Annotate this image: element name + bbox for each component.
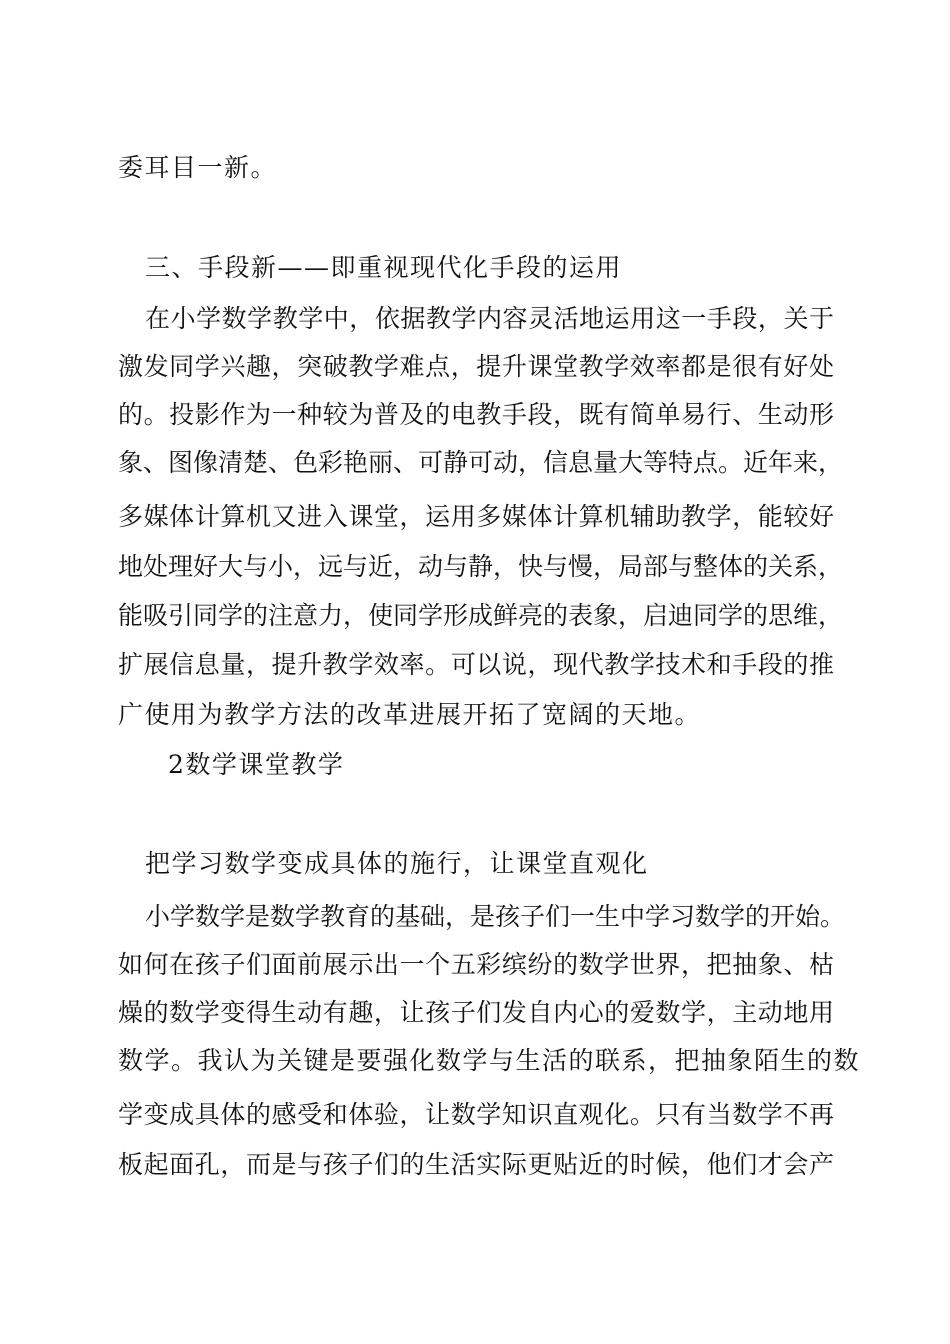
paragraph-line: 燥的数学变得生动有趣，让孩子们发自内心的爱数学，主动地用 [118,998,834,1027]
paragraph-line: 委耳目一新。 [118,153,278,182]
section-heading: 三、手段新——即重视现代化手段的运用 [145,253,623,282]
section-heading: 2数学课堂教学 [168,750,345,779]
paragraph-line: 如何在孩子们面前展示出一个五彩缤纷的数学世界，把抽象、枯 [118,950,834,979]
paragraph-line: 能吸引同学的注意力，使同学形成鲜亮的表象，启迪同学的思维， [118,601,844,630]
paragraph-line: 的。投影作为一种较为普及的电教手段，既有简单易行、生动形 [118,400,834,429]
paragraph-line: 多媒体计算机又进入课堂，运用多媒体计算机辅助教学，能较好 [118,502,834,531]
paragraph-line: 广使用为教学方法的改革进展开拓了宽阔的天地。 [118,700,702,729]
paragraph-line: 象、图像清楚、色彩艳丽、可静可动，信息量大等特点。近年来， [118,448,844,477]
section-heading: 把学习数学变成具体的施行，让课堂直观化 [145,849,649,878]
paragraph-line: 数学。我认为关键是要强化数学与生活的联系，把抽象陌生的数 [118,1046,861,1075]
paragraph-line: 在小学数学教学中，依据教学内容灵活地运用这一手段，关于 [145,304,834,333]
paragraph-line: 板起面孔，而是与孩子们的生活实际更贴近的时候，他们才会产 [118,1150,834,1179]
paragraph-line: 扩展信息量，提升教学效率。可以说，现代教学技术和手段的推 [118,650,834,679]
paragraph-line: 激发同学兴趣，突破教学难点，提升课堂教学效率都是很有好处 [118,352,834,381]
paragraph-line: 学变成具体的感受和体验，让数学知识直观化。只有当数学不再 [118,1100,834,1129]
paragraph-line: 地处理好大与小，远与近，动与静，快与慢，局部与整体的关系， [118,552,844,581]
paragraph-line: 小学数学是数学教育的基础，是孩子们一生中学习数学的开始。 [145,902,846,931]
